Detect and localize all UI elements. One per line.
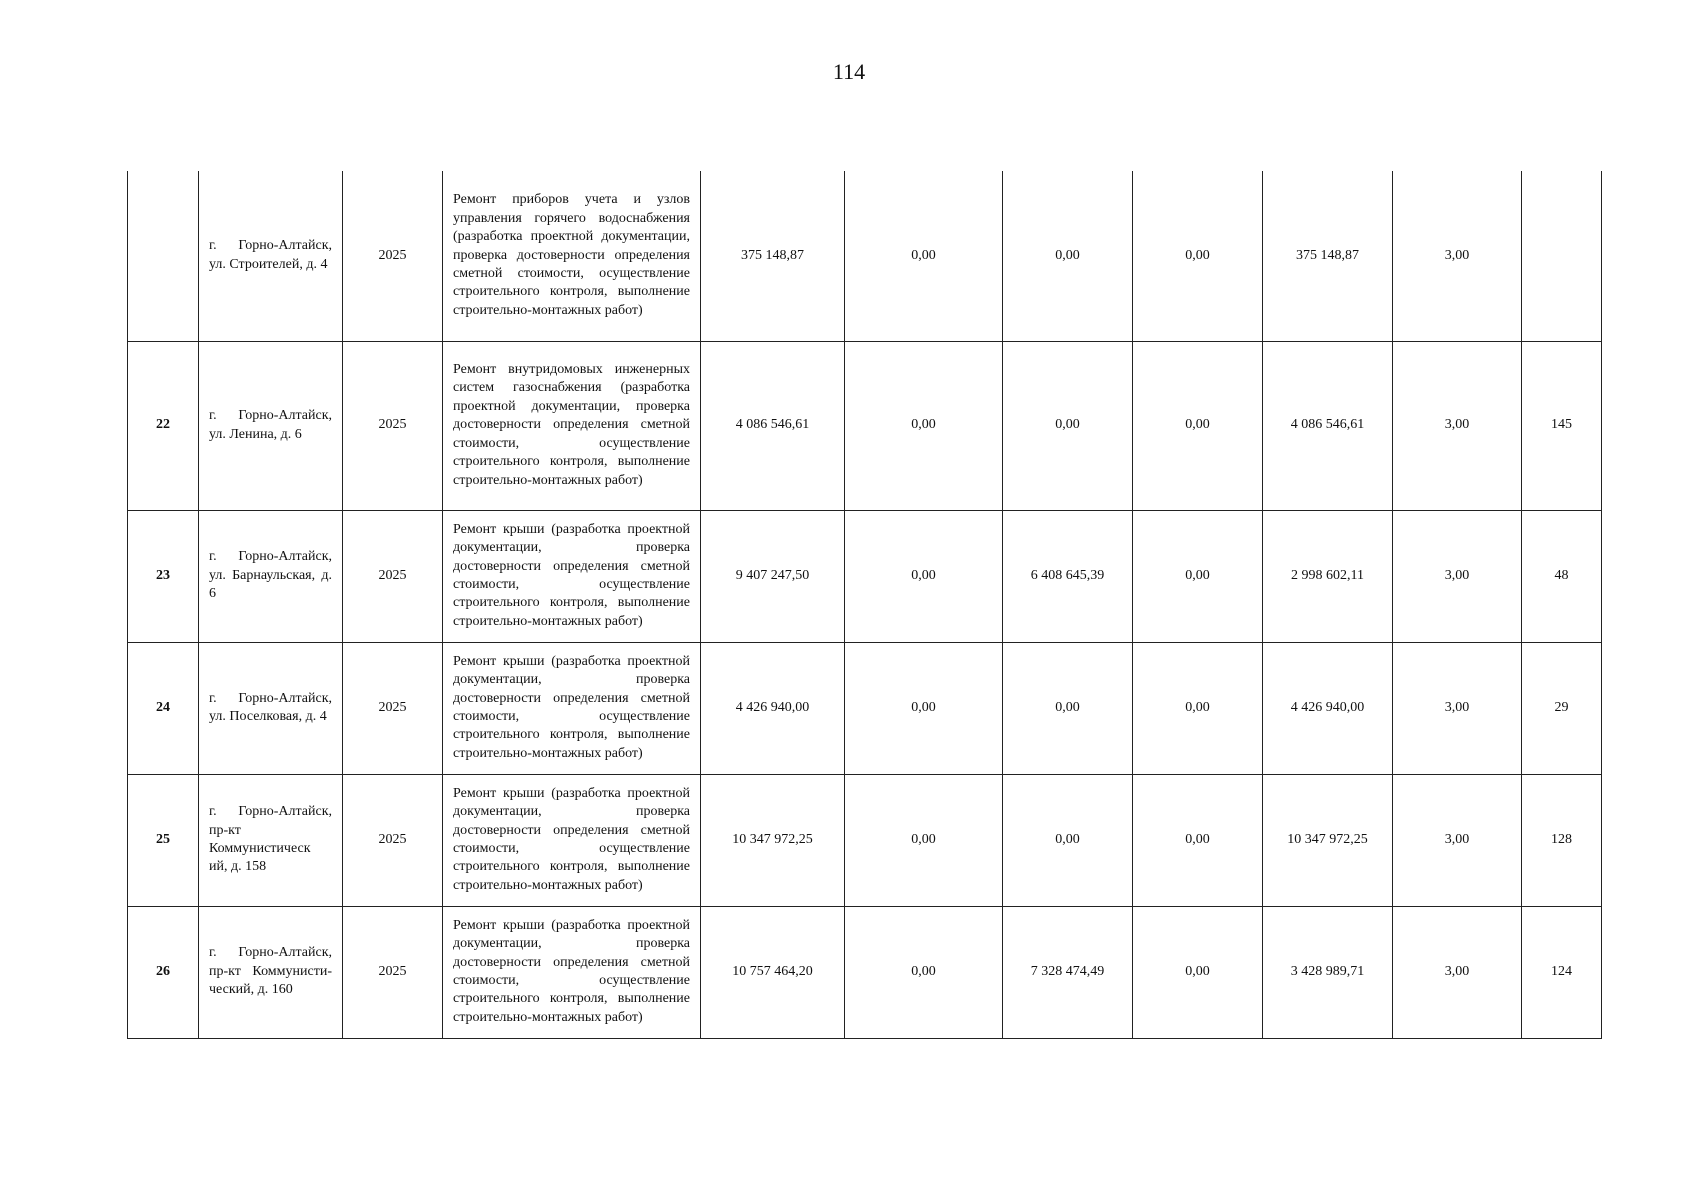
row-number: 22	[128, 341, 199, 510]
value-cell-6: 3,00	[1393, 642, 1522, 774]
value-cell-3: 7 328 474,49	[1003, 906, 1133, 1038]
value-cell-6: 3,00	[1393, 510, 1522, 642]
table-row	[128, 171, 1602, 341]
value-cell-7: 124	[1522, 906, 1602, 1038]
value-cell-2: 0,00	[845, 510, 1003, 642]
value-cell-5: 4 086 546,61	[1263, 341, 1393, 510]
work-description-cell: Ремонт крыши (разработка проектной документации, проверка достоверности определения сметной стоимости, осуществление строительного контроля, выполнение строительно-монтажных работ)	[443, 642, 701, 774]
page-number: 114	[832, 59, 866, 84]
year-cell: 2025	[343, 774, 443, 906]
total-cost-cell: 4 426 940,00	[701, 642, 845, 774]
value-cell-3: 0,00	[1003, 341, 1133, 510]
work-description-cell: Ремонт приборов учета и узлов управления горячего водоснабжения (разработка проектной документации, проверка достоверности определения сметной стоимости, осуществление строительного контроля, выполнение строительно-монтажных работ)	[443, 171, 701, 341]
value-cell-2: 0,00	[845, 642, 1003, 774]
value-cell-2: 0,00	[845, 774, 1003, 906]
total-cost-cell: 9 407 247,50	[701, 510, 845, 642]
table-row	[128, 642, 1602, 774]
work-description-cell: Ремонт крыши (разработка проектной документации, проверка достоверности определения сметной стоимости, осуществление строительного контроля, выполнение строительно-монтажных работ)	[443, 774, 701, 906]
value-cell-4: 0,00	[1133, 774, 1263, 906]
table-row	[128, 774, 1602, 906]
value-cell-6: 3,00	[1393, 774, 1522, 906]
work-description-cell: Ремонт крыши (разработка проектной документации, проверка достоверности определения сметной стоимости, осуществление строительного контроля, выполнение строительно-монтажных работ)	[443, 510, 701, 642]
total-cost-cell: 10 347 972,25	[701, 774, 845, 906]
value-cell-3: 0,00	[1003, 642, 1133, 774]
total-cost-cell: 375 148,87	[701, 171, 845, 341]
row-number: 23	[128, 510, 199, 642]
work-program-table	[127, 171, 1602, 1039]
table-row	[128, 906, 1602, 1038]
year-cell: 2025	[343, 341, 443, 510]
value-cell-4: 0,00	[1133, 341, 1263, 510]
value-cell-6: 3,00	[1393, 906, 1522, 1038]
value-cell-5: 4 426 940,00	[1263, 642, 1393, 774]
address-cell: г. Горно-Алтайск, ул. Строителей, д. 4	[199, 171, 343, 341]
value-cell-7: 29	[1522, 642, 1602, 774]
value-cell-7: 145	[1522, 341, 1602, 510]
address-cell: г. Горно-Алтайск, пр-кт Коммунисти-ческий, д. 160	[199, 906, 343, 1038]
value-cell-4: 0,00	[1133, 171, 1263, 341]
value-cell-7: 48	[1522, 510, 1602, 642]
table-row	[128, 510, 1602, 642]
value-cell-5: 2 998 602,11	[1263, 510, 1393, 642]
value-cell-2: 0,00	[845, 341, 1003, 510]
year-cell: 2025	[343, 642, 443, 774]
year-cell: 2025	[343, 171, 443, 341]
row-number: 25	[128, 774, 199, 906]
value-cell-7	[1522, 171, 1602, 341]
table-row	[128, 341, 1602, 510]
work-description-cell: Ремонт внутридомовых инженерных систем газоснабжения (разработка проектной документации, проверка достоверности определения сметной стоимости, осуществление строительного контроля, выполнение строительно-монтажных работ)	[443, 341, 701, 510]
total-cost-cell: 10 757 464,20	[701, 906, 845, 1038]
work-description-cell: Ремонт крыши (разработка проектной документации, проверка достоверности определения сметной стоимости, осуществление строительного контроля, выполнение строительно-монтажных работ)	[443, 906, 701, 1038]
value-cell-3: 6 408 645,39	[1003, 510, 1133, 642]
row-number: 24	[128, 642, 199, 774]
row-number	[128, 171, 199, 341]
year-cell: 2025	[343, 510, 443, 642]
value-cell-4: 0,00	[1133, 642, 1263, 774]
value-cell-6: 3,00	[1393, 171, 1522, 341]
value-cell-5: 375 148,87	[1263, 171, 1393, 341]
value-cell-6: 3,00	[1393, 341, 1522, 510]
value-cell-5: 10 347 972,25	[1263, 774, 1393, 906]
address-cell: г. Горно-Алтайск, ул. Барнаульская, д. 6	[199, 510, 343, 642]
address-cell: г. Горно-Алтайск, пр-кт Коммунистическ ий, д. 158	[199, 774, 343, 906]
value-cell-4: 0,00	[1133, 906, 1263, 1038]
total-cost-cell: 4 086 546,61	[701, 341, 845, 510]
value-cell-3: 0,00	[1003, 171, 1133, 341]
value-cell-4: 0,00	[1133, 510, 1263, 642]
year-cell: 2025	[343, 906, 443, 1038]
value-cell-5: 3 428 989,71	[1263, 906, 1393, 1038]
address-cell: г. Горно-Алтайск, ул. Поселковая, д. 4	[199, 642, 343, 774]
address-cell: г. Горно-Алтайск, ул. Ленина, д. 6	[199, 341, 343, 510]
value-cell-7: 128	[1522, 774, 1602, 906]
value-cell-3: 0,00	[1003, 774, 1133, 906]
value-cell-2: 0,00	[845, 906, 1003, 1038]
value-cell-2: 0,00	[845, 171, 1003, 341]
row-number: 26	[128, 906, 199, 1038]
